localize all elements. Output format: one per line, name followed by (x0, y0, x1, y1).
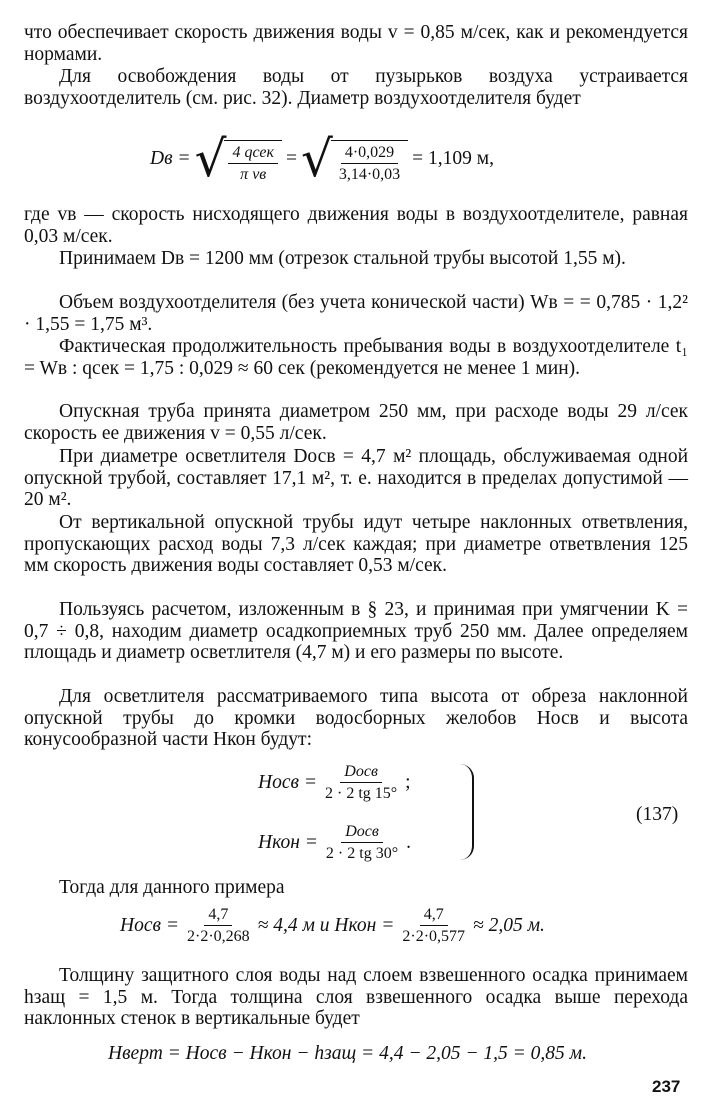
formula-dv-num2: 4·0,029 (341, 143, 398, 164)
formula-h-osv-lhs: Hосв = (258, 771, 317, 793)
formula-h-kon-num: Dосв (341, 822, 383, 843)
paragraph-11: Для осветлителя рассматриваемого типа высота от обреза наклонной опускной трубы до кромки водосборных желобов Hосв и высота конусообразной части Hкон будут: (24, 686, 688, 751)
page-number: 237 (652, 1077, 681, 1096)
equation-number: (137) (636, 804, 679, 825)
formula-h-osv-tail: ; (405, 771, 411, 793)
formula-example-den2: 2·2·0,577 (402, 928, 466, 945)
formula-dv-den2: 3,14·0,03 (338, 166, 401, 183)
formula-example-num2: 4,7 (420, 905, 448, 926)
sqrt-sign-1: √ $\frac{\text{4 qсек}}{\text{π vв}}$ (195, 134, 282, 184)
formula-dv-den1: π vв (240, 166, 267, 183)
formula-h-kon-tail: . (406, 831, 411, 853)
formula-h-kon (258, 822, 411, 863)
formula-h-osv-num: Dосв (340, 762, 382, 783)
formula-dv-eq: = (285, 148, 297, 170)
formula-example-num1: 4,7 (204, 905, 232, 926)
paragraph-9: От вертикальной опускной трубы идут четыре наклонных ответвления, пропускающих расход воды 7,3 л/сек каждая; при диаметре ответвления 125 мм скорость движения воды составляет 0,53 м/сек. (24, 512, 688, 577)
right-brace (458, 764, 474, 860)
paragraph-3: где vв — скорость нисходящего движения воды в воздухоотделителе, равная 0,03 м/сек. (24, 204, 688, 247)
formula-dv-result: = 1,109 м, (412, 148, 494, 170)
paragraph-12: Тогда для данного примера (59, 877, 285, 898)
paragraph-2: Для освобождения воды от пузырьков воздуха устраивается воздухоотделитель (см. рис. 32). Диаметр воздухоотделителя будет (24, 66, 688, 109)
formula-dv-lhs: Dв = (150, 148, 191, 170)
formula-h-osv (258, 762, 411, 803)
formula-dv-num1: 4 qсек (228, 143, 277, 164)
formula-example-mid: ≈ 4,4 м и Hкон = (257, 914, 395, 936)
paragraph-5: Объем воздухоотделителя (без учета конической части) Wв = = 0,785 · 1,2² · 1,55 = 1,75 м³. (24, 292, 688, 335)
formula-example-heights (120, 905, 545, 946)
formula-h-kon-lhs: Hкон = (258, 831, 318, 853)
paragraph-4: Принимаем Dв = 1200 мм (отрезок стальной трубы высотой 1,55 м). (59, 248, 626, 269)
paragraph-10: Пользуясь расчетом, изложенным в § 23, и принимая при умягчении K = 0,7 ÷ 0,8, находим диаметр осадкоприемных труб 250 мм. Далее определяем площадь и диаметр осветлителя (4,7 м) и его размеры по высоте. (24, 599, 688, 664)
paragraph-8: При диаметре осветлителя Dосв = 4,7 м² площадь, обслуживаемая одной опускной трубой, составляет 17,1 м², т. е. находится в пределах допустимой — 20 м². (24, 446, 688, 511)
paragraph-13: Толщину защитного слоя воды над слоем взвешенного осадка принимаем hзащ = 1,5 м. Тогда толщина слоя взвешенного осадка выше перехода наклонных стенок в вертикальные будет (24, 965, 688, 1030)
paragraph-6: Фактическая продолжительность пребывания воды в воздухоотделителе t₁ = Wв : qсек = 1,75 : 0,029 ≈ 60 сек (рекомендуется не менее 1 мин). (24, 336, 688, 379)
formula-example-den1: 2·2·0,268 (187, 928, 250, 945)
paragraph-1: что обеспечивает скорость движения воды v = 0,85 м/сек, как и рекомендуется нормами. (24, 22, 688, 65)
formula-h-kon-den: 2 · 2 tg 30° (325, 845, 399, 862)
sqrt-sign-2: √ $\frac{4\cdot 0,029}{3,14\cdot 0,03}$ (301, 134, 408, 184)
paragraph-7: Опускная труба принята диаметром 250 мм, при расходе воды 29 л/сек скорость ее движения v = 0,55 л/сек. (24, 401, 688, 444)
formula-vertical-height: Hверт = Hосв − Hкон − hзащ = 4,4 − 2,05 − 1,5 = 0,85 м. (108, 1043, 587, 1064)
formula-example-lhs1: Hосв = (120, 914, 179, 936)
formula-example-tail: ≈ 2,05 м. (473, 914, 545, 936)
formula-h-osv-den: 2 · 2 tg 15° (325, 785, 398, 802)
formula-air-separator-diameter (150, 130, 494, 188)
